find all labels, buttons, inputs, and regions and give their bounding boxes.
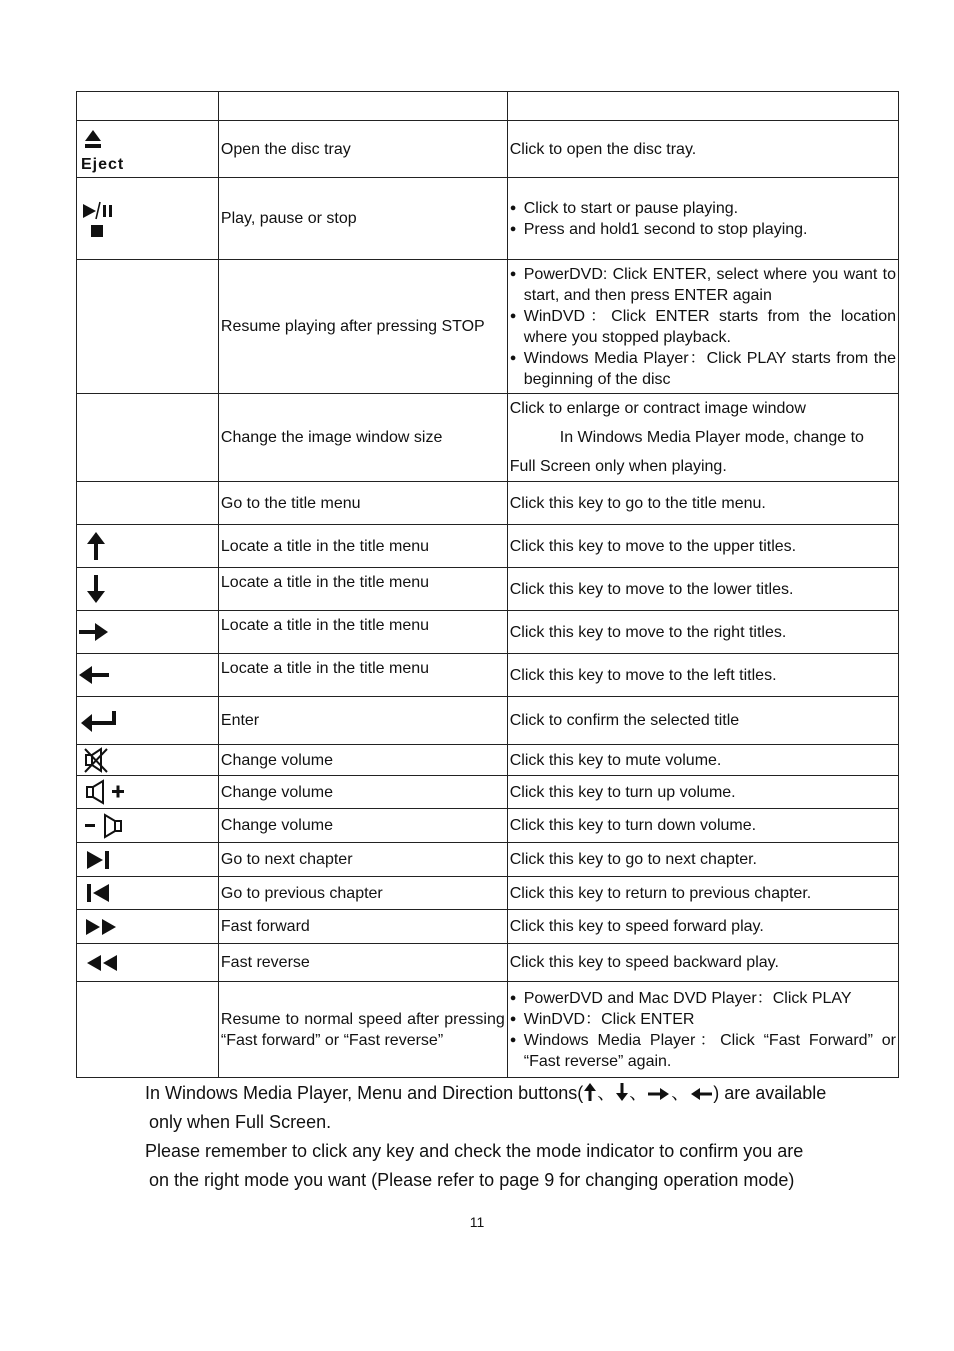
right-arrow-icon <box>79 620 119 644</box>
header-cell <box>218 92 507 121</box>
bullet-item: ● PowerDVD: Click ENTER, select where you want to start, and then press ENTER again <box>510 264 896 306</box>
table-row <box>77 843 899 877</box>
bullet-item: ● WinDVD：Click ENTER starts from the location where you stopped playback. <box>510 306 896 348</box>
table-row <box>77 654 899 697</box>
function-cell: Resume playing after pressing STOP <box>218 260 507 394</box>
table-row <box>77 178 899 260</box>
note-direction-buttons <box>145 1079 875 1108</box>
key-cell <box>77 697 219 745</box>
next-chapter-icon <box>79 848 119 872</box>
note-text: Please remember to click any key and check the mode indicator to confirm you are <box>145 1141 804 1161</box>
key-cell <box>77 611 219 654</box>
bullet-item: ● PowerDVD and Mac DVD Player：Click PLAY <box>510 988 896 1009</box>
bullet-item: ● Windows Media Player：Click “Fast Forward” or “Fast reverse” again. <box>510 1030 896 1072</box>
function-cell: Change volume <box>218 745 507 776</box>
key-cell <box>77 394 219 482</box>
description-cell: Click to open the disc tray. <box>507 121 898 178</box>
function-cell: Open the disc tray <box>218 121 507 178</box>
key-cell <box>77 178 219 260</box>
description-cell: Click this key to return to previous chapter. <box>507 877 898 910</box>
description-cell: Click this key to go to the title menu. <box>507 482 898 525</box>
bullet-item: ● Windows Media Player：Click PLAY starts from the beginning of the disc <box>510 348 896 390</box>
description-cell: Click this key to go to next chapter. <box>507 843 898 877</box>
function-cell: Fast forward <box>218 910 507 944</box>
description-line: In Windows Media Player mode, change to <box>559 429 864 446</box>
separator: 、 <box>671 1083 690 1103</box>
description-cell <box>507 260 898 394</box>
key-cell <box>77 745 219 776</box>
previous-chapter-icon <box>79 881 119 905</box>
key-function-table <box>76 91 899 1078</box>
key-cell <box>77 809 219 843</box>
table-row <box>77 697 899 745</box>
key-cell <box>77 525 219 568</box>
notes-section <box>145 1079 875 1195</box>
header-cell <box>77 92 219 121</box>
description-cell: Click this key to speed backward play. <box>507 944 898 982</box>
fast-reverse-icon <box>79 951 123 975</box>
note-text: In Windows Media Player, Menu and Direction buttons( <box>145 1083 584 1103</box>
description-cell: Click this key to turn up volume. <box>507 776 898 809</box>
table-row <box>77 910 899 944</box>
function-cell: Go to the title menu <box>218 482 507 525</box>
key-cell <box>77 843 219 877</box>
key-cell <box>77 260 219 394</box>
table-row <box>77 394 899 482</box>
description-cell: Click this key to move to the lower titles. <box>507 568 898 611</box>
bullet-item: ● WinDVD：Click ENTER <box>510 1009 896 1030</box>
mute-icon <box>79 746 123 774</box>
table-row <box>77 776 899 809</box>
description-cell <box>507 178 898 260</box>
description-cell: Click this key to move to the upper titles. <box>507 525 898 568</box>
table-row <box>77 745 899 776</box>
eject-label: Eject <box>81 155 125 173</box>
down-arrow-icon <box>615 1082 629 1102</box>
key-cell <box>77 568 219 611</box>
down-arrow-icon <box>79 573 119 605</box>
volume-up-icon <box>79 778 129 806</box>
header-cell <box>507 92 898 121</box>
note-text: only when Full Screen. <box>149 1112 332 1132</box>
description-line: Full Screen only when playing. <box>509 458 727 475</box>
bullet-item: ● Press and hold1 second to stop playing. <box>510 219 896 240</box>
description-cell <box>507 394 898 482</box>
key-cell <box>77 482 219 525</box>
function-cell: Go to next chapter <box>218 843 507 877</box>
up-arrow-icon <box>583 1082 597 1102</box>
table-row <box>77 611 899 654</box>
function-cell: Resume to normal speed after pressing “Fast forward” or “Fast reverse” <box>218 982 507 1078</box>
left-arrow-icon <box>79 663 119 687</box>
right-arrow-icon <box>647 1086 671 1102</box>
table-row <box>77 482 899 525</box>
key-cell <box>77 877 219 910</box>
key-cell <box>77 982 219 1078</box>
fast-forward-icon <box>79 915 123 939</box>
table-row <box>77 121 899 178</box>
key-cell <box>77 654 219 697</box>
key-cell <box>77 910 219 944</box>
function-cell: Fast reverse <box>218 944 507 982</box>
description-cell: Click this key to move to the left titles. <box>507 654 898 697</box>
function-cell: Change volume <box>218 776 507 809</box>
separator: 、 <box>629 1083 648 1103</box>
description-cell: Click this key to mute volume. <box>507 745 898 776</box>
description-cell: Click this key to turn down volume. <box>507 809 898 843</box>
note-text: ) are available <box>713 1083 827 1103</box>
table-row <box>77 877 899 910</box>
note-text: on the right mode you want (Please refer to page 9 for changing operation mode) <box>149 1170 795 1190</box>
description-line: Click to enlarge or contract image window <box>509 400 806 417</box>
description-cell <box>507 982 898 1078</box>
function-cell: Locate a title in the title menu <box>218 568 507 611</box>
table-row <box>77 568 899 611</box>
play-pause-stop-icon <box>79 196 129 242</box>
separator: 、 <box>597 1083 616 1103</box>
function-cell: Locate a title in the title menu <box>218 525 507 568</box>
function-cell: Enter <box>218 697 507 745</box>
page-number: 11 <box>469 1214 485 1230</box>
eject-icon <box>79 128 119 152</box>
table-row <box>77 944 899 982</box>
function-cell: Locate a title in the title menu <box>218 611 507 654</box>
function-cell: Play, pause or stop <box>218 178 507 260</box>
key-cell <box>77 121 219 178</box>
enter-icon <box>79 707 123 735</box>
key-cell <box>77 776 219 809</box>
bullet-item: ● Click to start or pause playing. <box>510 198 896 219</box>
table-row <box>77 809 899 843</box>
table-row <box>77 982 899 1078</box>
function-cell: Change the image window size <box>218 394 507 482</box>
function-cell: Change volume <box>218 809 507 843</box>
table-header-row <box>77 92 899 121</box>
function-cell: Go to previous chapter <box>218 877 507 910</box>
key-cell <box>77 944 219 982</box>
left-arrow-icon <box>689 1086 713 1102</box>
volume-down-icon <box>79 812 129 840</box>
function-cell: Locate a title in the title menu <box>218 654 507 697</box>
table-row <box>77 260 899 394</box>
description-cell: Click this key to speed forward play. <box>507 910 898 944</box>
description-cell: Click to confirm the selected title <box>507 697 898 745</box>
up-arrow-icon <box>79 530 119 562</box>
table-row <box>77 525 899 568</box>
description-cell: Click this key to move to the right titles. <box>507 611 898 654</box>
